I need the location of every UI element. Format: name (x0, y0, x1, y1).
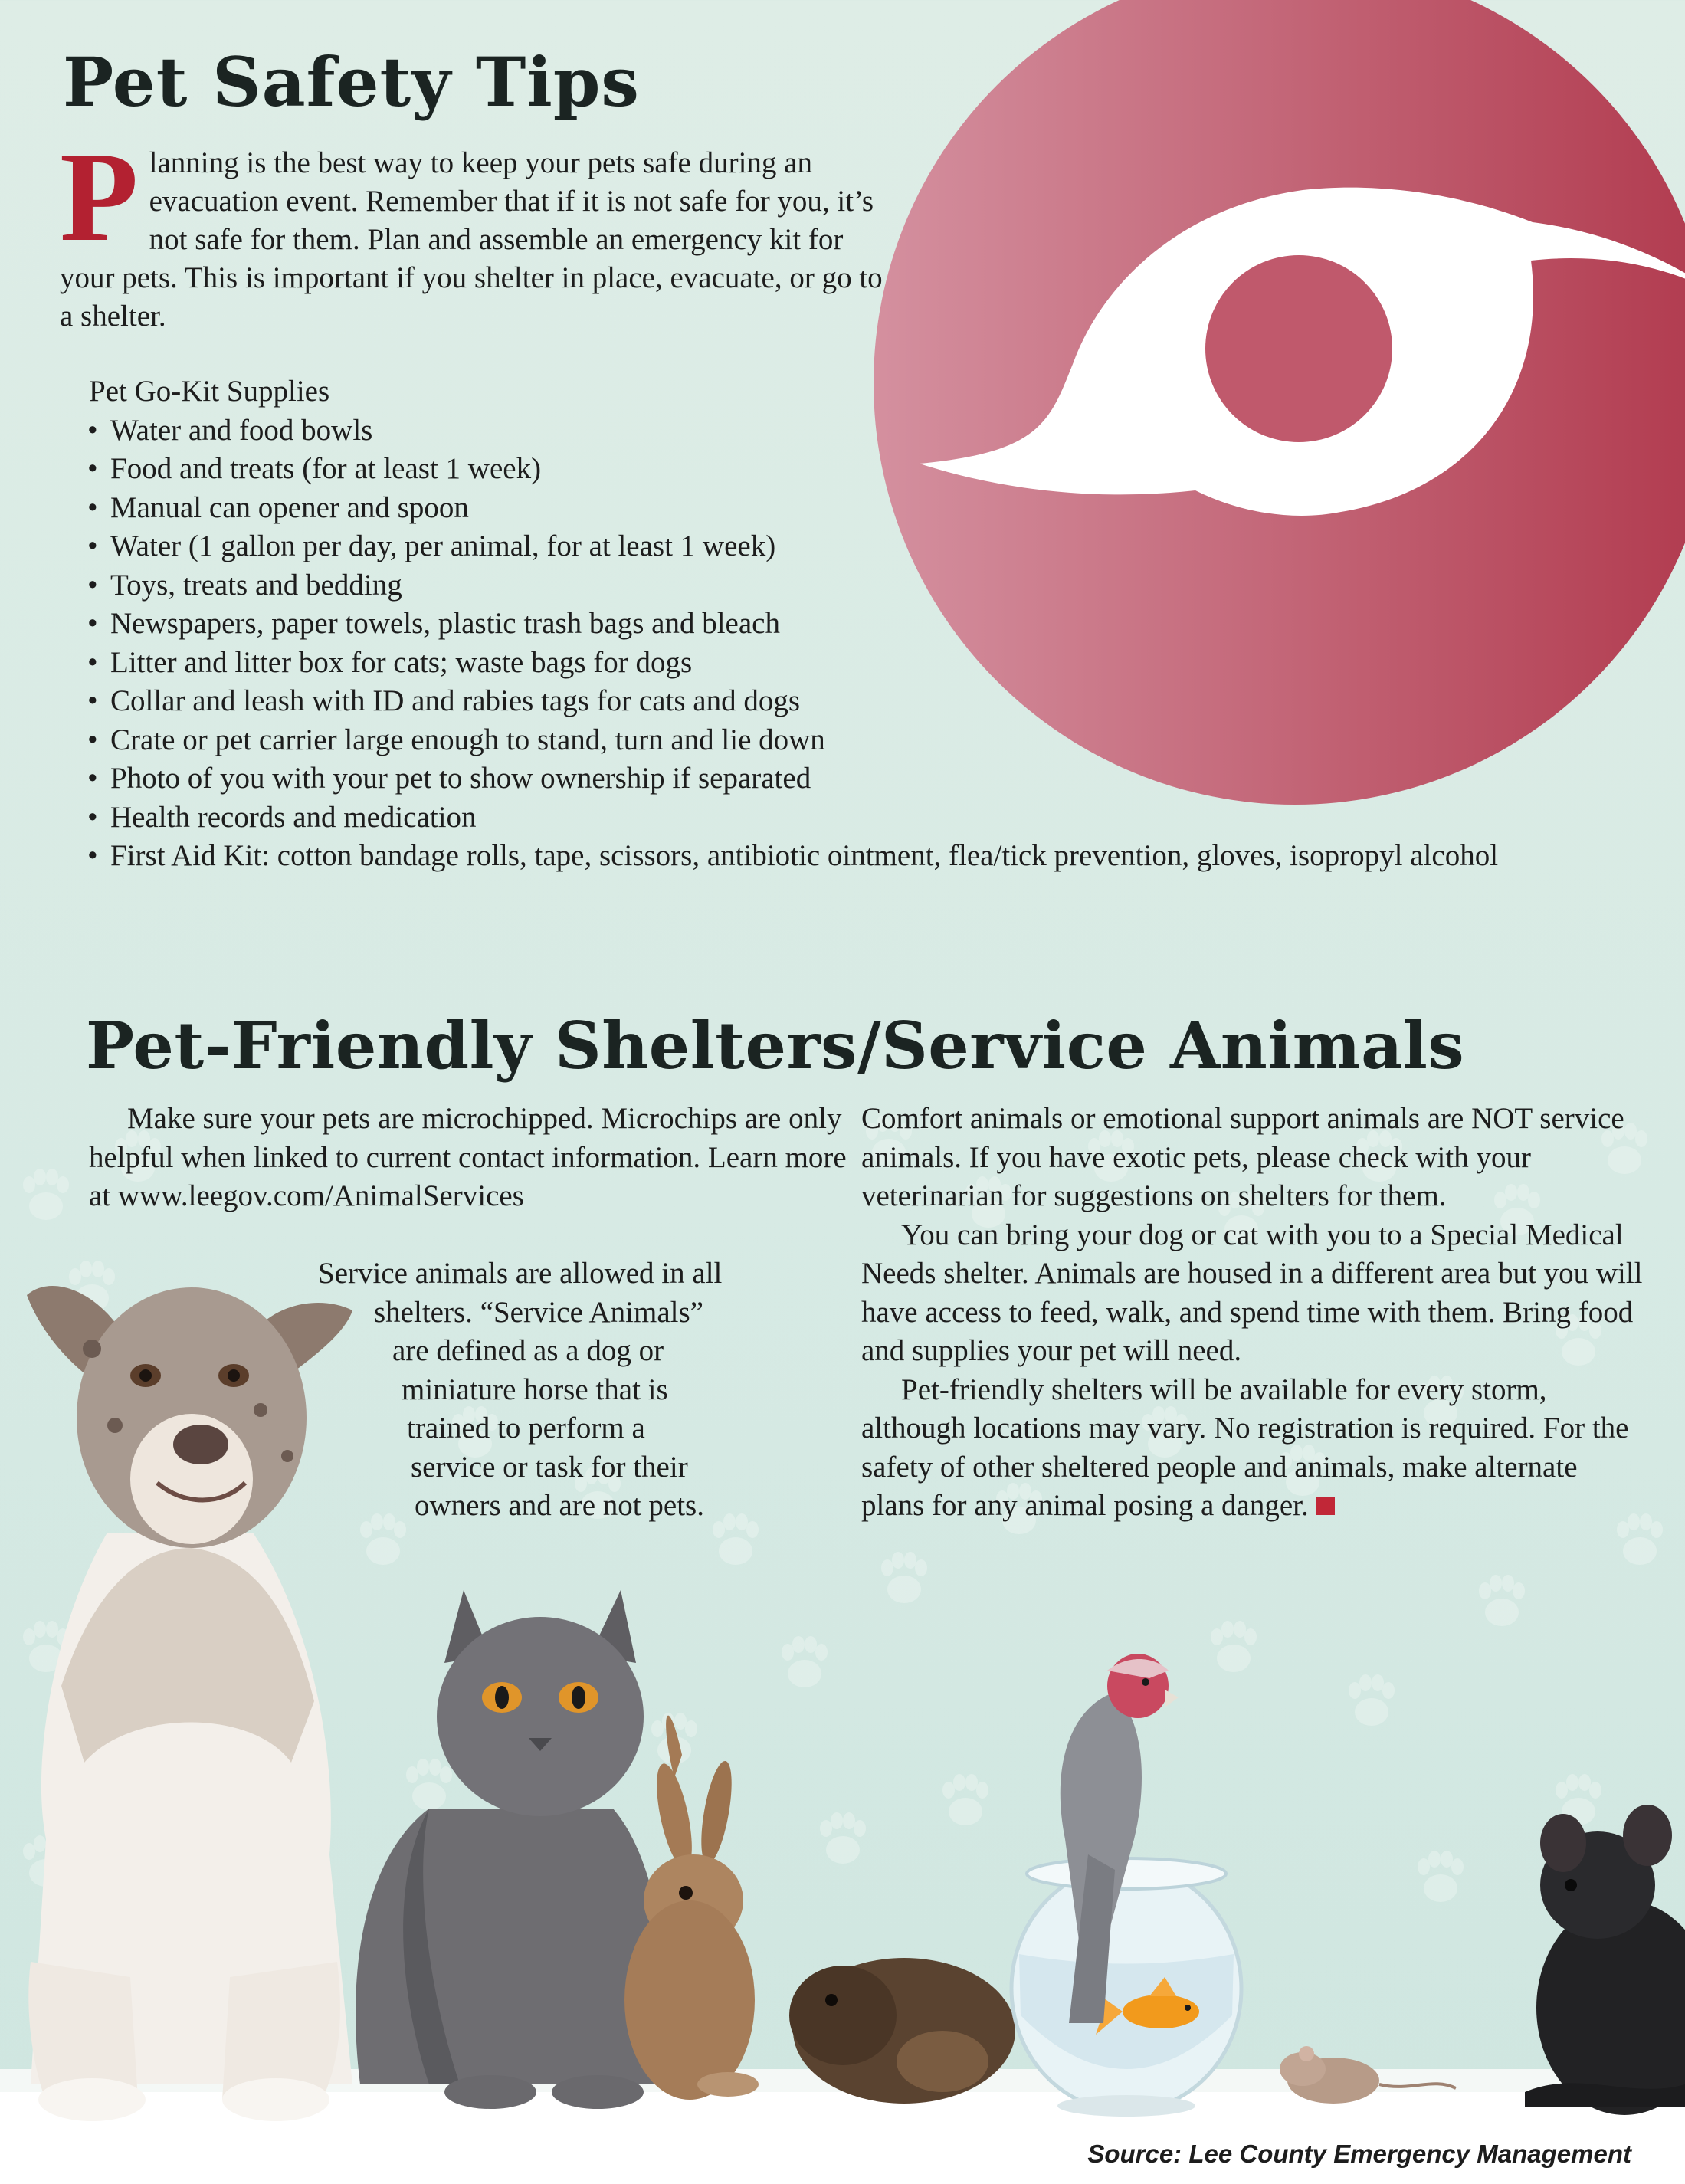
microchip-paragraph: Make sure your pets are microchipped. Microchips are only helpful when linked to current contact information. Learn more at www.leegov.com/AnimalServices (89, 1102, 847, 1212)
list-item: • Manual can opener and spoon (61, 489, 1556, 528)
go-kit-list (61, 412, 1556, 876)
list-item: • Newspapers, paper towels, plastic trash bags and bleach (61, 605, 1556, 644)
service-line: trained to perform a (407, 1412, 645, 1445)
rabbit-illustration (624, 1716, 759, 2100)
intro-text: lanning is the best way to keep your pets safe during an evacuation event. Remember that if it is not safe for you, it’s not safe for them. Plan and assemble an emergency kit for your pets. This is important if you shelter in place, evacuate, or go to a shelter. (60, 146, 883, 333)
service-line: service or task for their (411, 1451, 688, 1484)
go-kit-section (61, 372, 1556, 876)
service-line: are defined as a dog or (392, 1334, 664, 1367)
chinchilla-illustration (1525, 1805, 1685, 2115)
pet-friendly-text: Pet-friendly shelters will be available for every storm, although locations may vary. No registration is required. For the safety of other sheltered people and animals, make alternate plans for any animal posing a danger. (861, 1372, 1629, 1522)
fishbowl-illustration (1011, 1858, 1241, 2117)
drop-cap: P (60, 126, 139, 268)
list-item: • Water (1 gallon per day, per animal, for at least 1 week) (61, 527, 877, 566)
special-needs-paragraph: You can bring your dog or cat with you to a Special Medical Needs shelter. Animals are housed in a different area but you will have access to feed, walk, and spend time with them. Bring food and supplies your pet will need. (861, 1218, 1643, 1367)
cat-illustration (356, 1590, 665, 2109)
service-line: shelters. “Service Animals” (374, 1296, 703, 1329)
source-credit: Source: Lee County Emergency Management (1087, 2140, 1631, 2168)
left-column (89, 1100, 855, 1216)
go-kit-title: Pet Go-Kit Supplies (89, 375, 330, 408)
list-item: • Collar and leash with ID and rabies tags for cats and dogs (61, 682, 1556, 721)
list-item: • Litter and litter box for cats; waste bags for dogs (61, 644, 1556, 683)
list-item: • Health records and medication (61, 799, 1556, 838)
list-item: • Photo of you with your pet to show ownership if separated (61, 759, 1556, 799)
page-title: Pet Safety Tips (63, 42, 640, 122)
list-item: • Water and food bowls (61, 412, 1556, 451)
service-line: owners and are not pets. (415, 1489, 704, 1522)
comfort-animals-paragraph: Comfort animals or emotional support animals are NOT service animals. If you have exotic pets, please check with your veterinarian for suggestions on shelters for them. (861, 1102, 1624, 1212)
service-line: miniature horse that is (402, 1373, 668, 1406)
intro-paragraph (60, 126, 895, 336)
animals-illustration (0, 1226, 1685, 2184)
list-item: • Crate or pet carrier large enough to stand, turn and lie down (61, 721, 1556, 760)
service-line: Service animals are allowed in all (318, 1257, 723, 1290)
dog-illustration (27, 1286, 352, 2121)
list-item: • First Aid Kit: cotton bandage rolls, tape, scissors, antibiotic ointment, flea/tick prevention, gloves, isopropyl alcohol (61, 837, 1582, 876)
section-title-shelters: Pet-Friendly Shelters/Service Animals (86, 1008, 1465, 1084)
list-item: • Toys, treats and bedding (61, 566, 1556, 605)
list-item: • Food and treats (for at least 1 week) (61, 450, 1556, 489)
